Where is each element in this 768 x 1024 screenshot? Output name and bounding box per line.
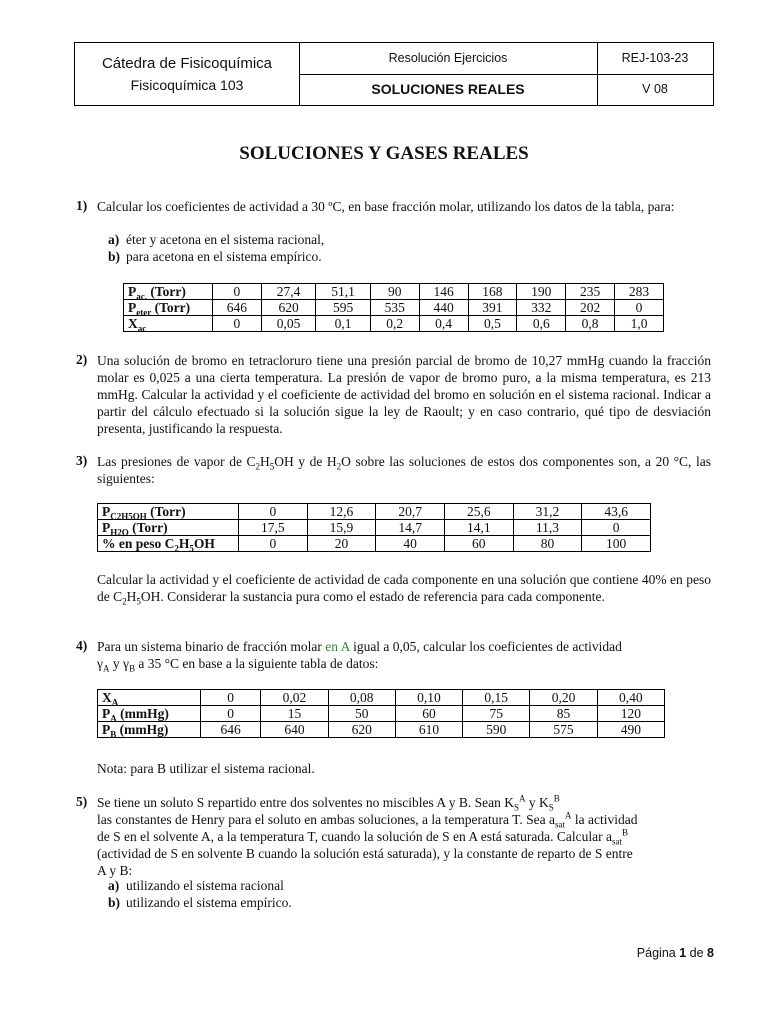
ex1-table-cell: 27,4 xyxy=(261,284,315,300)
ex3-table-row-label: $P_{C2H5OH}$ (Torr) xyxy=(98,504,239,520)
ex5-line3: de S en el solvente A, a la temperatura T, cuando la solución de S en A está saturada. Calcular $a_{sat}^B$ xyxy=(97,827,628,847)
ex4-table-cell: 0 xyxy=(201,706,261,722)
ex1-table-cell: 0,1 xyxy=(316,316,370,332)
ex1-table-row-label: $P_{eter}$ (Torr) xyxy=(124,300,213,316)
ex4-table-cell: 640 xyxy=(261,722,328,738)
ex1-table-cell: 620 xyxy=(261,300,315,316)
ex3-table-cell: 31,2 xyxy=(513,504,582,520)
page-of: de xyxy=(689,946,704,960)
ex1-table-cell: 0,6 xyxy=(517,316,566,332)
ex1-table-cell: 146 xyxy=(419,284,468,300)
ex5-number: 5) xyxy=(76,794,88,809)
ex3-table-cell: 11,3 xyxy=(513,520,582,536)
ex5-line3-text: de S en el solvente A, a la temperatura T, cuando la solución de S en A está saturada. Calcular a xyxy=(97,829,612,844)
ex3-table-cell: 20,7 xyxy=(376,504,445,520)
ex1-table-cell: 1,0 xyxy=(615,316,664,332)
ex3-table xyxy=(97,503,651,552)
ex4-table-cell: 590 xyxy=(463,722,530,738)
ex5-item-b-text: utilizando el sistema empírico. xyxy=(126,895,292,910)
ex1-number: 1) xyxy=(76,198,88,213)
course-name: Fisicoquímica 103 xyxy=(130,77,244,93)
ex4-table-row xyxy=(98,706,665,722)
ex4-table-cell: 575 xyxy=(530,722,597,738)
doc-type: Resolución Ejercicios xyxy=(299,43,597,75)
ex3-text: Las presiones de vapor de $C_2H_5OH$ y de $H_2O$ sobre las soluciones de estos dos componentes son, a 20 °C, las siguientes: xyxy=(97,454,711,486)
ex4-table-row-label: $P_B$ (mmHg) xyxy=(98,722,201,738)
ex1-table-row-label: $P_{ac.}$ (Torr) xyxy=(124,284,213,300)
ex1-table-row-label: $X_{ac}$ xyxy=(124,316,213,332)
ex4-table-cell: 0 xyxy=(201,690,261,706)
ex4-table-row xyxy=(98,722,665,738)
ex1-table-cell: 646 xyxy=(213,300,262,316)
ex3-table-cell: 43,6 xyxy=(582,504,651,520)
ex3-table-cell: 14,7 xyxy=(376,520,445,536)
ex1-table-cell: 440 xyxy=(419,300,468,316)
ex1-table-cell: 90 xyxy=(370,284,419,300)
ex1-table xyxy=(123,283,664,332)
ex1-table-cell: 202 xyxy=(566,300,615,316)
ex3-text-1: Las presiones de vapor de C xyxy=(97,454,256,469)
ex1-table-cell: 51,1 xyxy=(316,284,370,300)
ex2-text: Una solución de bromo en tetracloruro tiene una presión parcial de bromo de 10,27 mmHg cuando la fracción molar es 0,025 a una cierta temperatura. La presión de vapor de bromo puro, a la misma temperatura, es 213 mmHg. Calcular la actividad y el coeficiente de actividad del bromo en solución en el sistema racional. Indicar a partir del cálculo efectuado si la solución sigue la ley de Raoult; y en caso contrario, qué tipo de desviación presenta, justificando la respuesta. xyxy=(97,353,711,436)
ex4-table-cell: 490 xyxy=(597,722,664,738)
ex4-table-cell: 620 xyxy=(328,722,395,738)
institution-name: Cátedra de Fisicoquímica xyxy=(101,55,273,72)
ex4-table-row-label: $X_A$ xyxy=(98,690,201,706)
ex3-table-cell: 20 xyxy=(307,536,376,552)
ex1-table-cell: 535 xyxy=(370,300,419,316)
ex1-table-row xyxy=(124,300,664,316)
header-topic-cell xyxy=(299,43,598,105)
doc-version: V 08 xyxy=(642,82,668,96)
doc-code: REJ-103-23 xyxy=(597,43,713,75)
ex4-table-cell: 0,20 xyxy=(530,690,597,706)
ex4-table-cell: 85 xyxy=(530,706,597,722)
doc-topic: SOLUCIONES REALES xyxy=(371,81,525,97)
ex4-table-cell: 75 xyxy=(463,706,530,722)
ex4-table-cell: 60 xyxy=(395,706,462,722)
ex3-table-cell: 15,9 xyxy=(307,520,376,536)
ex4-table-cell: 0,08 xyxy=(328,690,395,706)
ex4-text-b: igual a 0,05, calcular los coeficientes de actividad xyxy=(349,639,622,654)
ex5-line1: Se tiene un soluto S repartido entre dos solventes no miscibles A y B. Sean $K_S^A$ y $K_S^B$ xyxy=(97,793,560,813)
ex4-text-a: Para un sistema binario de fracción molar xyxy=(97,639,326,654)
ex3-table-row xyxy=(98,520,651,536)
ex4-note: Nota: para B utilizar el sistema racional. xyxy=(97,761,315,776)
ex3-table-cell: 17,5 xyxy=(239,520,308,536)
ex5-line1-text: Se tiene un soluto S repartido entre dos solventes no miscibles A y B. Sean K xyxy=(97,795,514,810)
ex3-table-cell: 0 xyxy=(582,520,651,536)
ex4-number: 4) xyxy=(76,638,88,653)
ex1-table-cell: 235 xyxy=(566,284,615,300)
ex5-item-a-text: utilizando el sistema racional xyxy=(126,878,284,893)
ex5-item-b: b) utilizando el sistema empírico. xyxy=(108,895,292,910)
ex3-table-cell: 60 xyxy=(444,536,513,552)
ex1-table-cell: 332 xyxy=(517,300,566,316)
ex1-table-row xyxy=(124,284,664,300)
ex1-table-cell: 391 xyxy=(468,300,517,316)
ex3-table-row xyxy=(98,504,651,520)
header-institution-cell xyxy=(75,43,300,105)
ex1-item-b: b) para acetona en el sistema empírico. xyxy=(108,249,322,264)
ex1-table-cell: 0 xyxy=(213,284,262,300)
ex1-table-cell: 0 xyxy=(615,300,664,316)
ex1-table-cell: 168 xyxy=(468,284,517,300)
ex3-table-cell: 12,6 xyxy=(307,504,376,520)
ex1-table-cell: 0,5 xyxy=(468,316,517,332)
page-title: SOLUCIONES Y GASES REALES xyxy=(239,143,529,164)
ex5-line4: (actividad de S en solvente B cuando la solución está saturada), y la constante de reparto de S entre xyxy=(97,846,633,861)
ex1-table-cell: 0,8 xyxy=(566,316,615,332)
ex4-table-cell: 610 xyxy=(395,722,462,738)
ex3-table-cell: 80 xyxy=(513,536,582,552)
ex3-table-cell: 25,6 xyxy=(444,504,513,520)
ex1-table-cell: 595 xyxy=(316,300,370,316)
page-current: 1 xyxy=(679,946,687,960)
ex4-table-cell: 0,10 xyxy=(395,690,462,706)
ex5-line2: las constantes de Henry para el soluto en ambas soluciones, a la temperatura T. Sea $a_{sat}^A$ la actividad xyxy=(97,810,638,830)
page-total: 8 xyxy=(707,946,714,960)
ex4-table-cell: 646 xyxy=(201,722,261,738)
ex4-text xyxy=(97,638,711,655)
ex1-table-cell: 283 xyxy=(615,284,664,300)
ex3-number: 3) xyxy=(76,453,88,468)
ex1-table-cell: 0,4 xyxy=(419,316,468,332)
ex3-table-row-label: % en peso $C_2H_5OH$ xyxy=(98,536,239,552)
ex5-line5: A y B: xyxy=(97,863,133,878)
ex1-table-cell: 0,2 xyxy=(370,316,419,332)
ex3-table-cell: 14,1 xyxy=(444,520,513,536)
ex4-table-cell: 50 xyxy=(328,706,395,722)
ex4-table-row xyxy=(98,690,665,706)
ex3-table-cell: 0 xyxy=(239,536,308,552)
ex4-table-cell: 0,40 xyxy=(597,690,664,706)
ex4-table-cell: 120 xyxy=(597,706,664,722)
ex3-text-3: OH y de H xyxy=(274,454,337,469)
ex1-table-cell: 0,05 xyxy=(261,316,315,332)
ex3-after-text: Calcular la actividad y el coeficiente de actividad de cada componente en una solución que contiene 40% en peso de $C_2H_5OH$. Considerar la sustancia pura como el estado de referencia para cada componente. xyxy=(97,572,711,607)
page-number xyxy=(637,946,714,960)
ex3-table-row xyxy=(98,536,651,552)
ex3-table-row-label: $P_{H2O}$ (Torr) xyxy=(98,520,239,536)
ex3-text-2: H xyxy=(260,454,270,469)
ex3-table-cell: 40 xyxy=(376,536,445,552)
ex3-table-cell: 0 xyxy=(239,504,308,520)
ex1-table-cell: 0 xyxy=(213,316,262,332)
ex1-table-cell: 190 xyxy=(517,284,566,300)
ex3-text-4: O sobre las soluciones de estos dos componentes son, a 20 °C, las siguientes: xyxy=(97,454,711,486)
page-word: Página xyxy=(636,946,676,960)
document-header xyxy=(74,42,714,106)
ex1-item-b-text: para acetona en el sistema empírico. xyxy=(126,249,322,264)
ex3-table-cell: 100 xyxy=(582,536,651,552)
ex5-line2-text: las constantes de Henry para el soluto en ambas soluciones, a la temperatura T. Sea a xyxy=(97,812,555,827)
ex1-item-a: a) éter y acetona en el sistema racional, xyxy=(108,232,325,247)
header-code-cell xyxy=(597,43,713,105)
ex4-table-cell: 15 xyxy=(261,706,328,722)
ex2-number: 2) xyxy=(76,352,88,367)
ex4-table xyxy=(97,689,665,738)
ex1-text: Calcular los coeficientes de actividad a 30 ºC, en base fracción molar, utilizando los datos de la tabla, para: xyxy=(97,199,675,214)
ex4-table-row-label: $P_A$ (mmHg) xyxy=(98,706,201,722)
ex1-item-a-text: éter y acetona en el sistema racional, xyxy=(126,232,325,247)
ex4-table-cell: 0,15 xyxy=(463,690,530,706)
ex4-line2: $\gamma_A$ y $\gamma_B$ a 35 °C en base a la siguiente tabla de datos: xyxy=(97,656,379,674)
ex4-table-cell: 0,02 xyxy=(261,690,328,706)
ex4-green-text: en A xyxy=(325,639,350,654)
ex5-item-a: a) utilizando el sistema racional xyxy=(108,878,284,893)
ex1-table-row xyxy=(124,316,664,332)
